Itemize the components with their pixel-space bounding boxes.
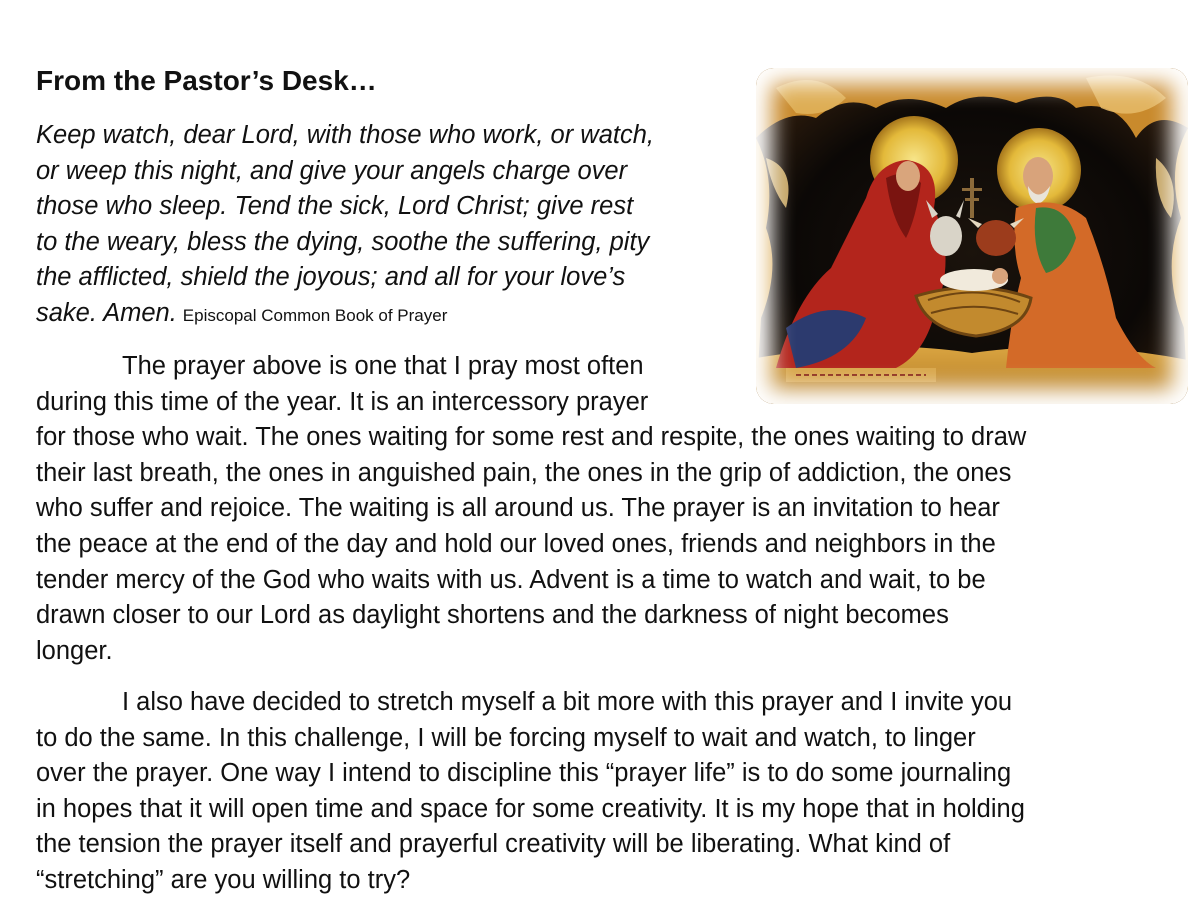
prayer-line: sake. Amen. xyxy=(36,298,177,327)
prayer-source: Episcopal Common Book of Prayer xyxy=(182,305,448,325)
body-paragraph-2 xyxy=(36,685,1176,899)
paragraph-line: “stretching” are you willing to try? xyxy=(36,865,411,894)
paragraph-line: to do the same. In this challenge, I will be forcing myself to wait and watch, to linger xyxy=(36,723,976,752)
paragraph-line: I also have decided to stretch myself a bit more with this prayer and I invite you xyxy=(122,688,1013,716)
prayer-line: or weep this night, and give your angels charge over xyxy=(36,156,628,185)
prayer-line: Keep watch, dear Lord, with those who work, or watch, xyxy=(36,121,654,149)
paragraph-line: their last breath, the ones in anguished pain, the ones in the grip of addiction, the ones xyxy=(36,458,1012,487)
paragraph-line: the peace at the end of the day and hold our loved ones, friends and neighbors in the xyxy=(36,529,996,558)
paragraph-line: drawn closer to our Lord as daylight shortens and the darkness of night becomes xyxy=(36,601,949,630)
paragraph-line: who suffer and rejoice. The waiting is all around us. The prayer is an invitation to hear xyxy=(36,494,1000,523)
paragraph-line: tender mercy of the God who waits with us. Advent is a time to watch and wait, to be xyxy=(36,565,986,594)
nativity-icon-image xyxy=(756,68,1188,404)
paragraph-line: in hopes that it will open time and space for some creativity. It is my hope that in holding xyxy=(36,794,1025,823)
prayer-quote xyxy=(36,118,736,334)
page-title: From the Pastor’s Desk… xyxy=(36,65,377,96)
prayer-last-line xyxy=(36,296,736,334)
paragraph-line: The prayer above is one that I pray most often xyxy=(122,352,644,380)
paragraph-line: over the prayer. One way I intend to discipline this “prayer life” is to do some journaling xyxy=(36,759,1012,788)
prayer-line: those who sleep. Tend the sick, Lord Christ; give rest xyxy=(36,192,634,221)
prayer-line: to the weary, bless the dying, soothe the suffering, pity xyxy=(36,227,650,256)
prayer-line: the afflicted, shield the joyous; and all for your love’s xyxy=(36,263,626,292)
paragraph-line: longer. xyxy=(36,636,113,665)
paragraph-line: for those who wait. The ones waiting for some rest and respite, the ones waiting to draw xyxy=(36,423,1027,452)
paragraph-line: the tension the prayer itself and prayerful creativity will be liberating. What kind of xyxy=(36,830,951,859)
paragraph-line: during this time of the year. It is an intercessory prayer xyxy=(36,387,649,416)
